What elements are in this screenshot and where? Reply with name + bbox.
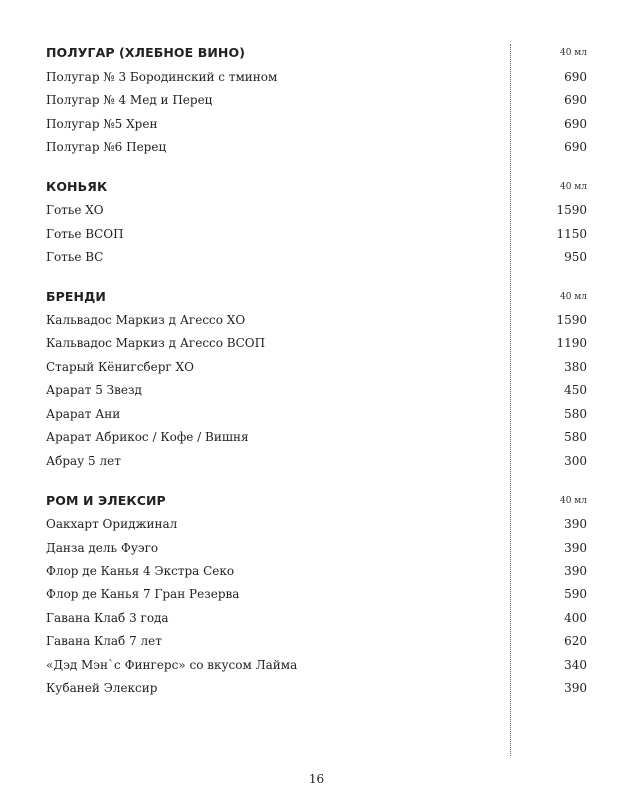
- item-name: Готье ВС: [46, 250, 104, 264]
- menu-item: [46, 90, 587, 110]
- item-name: Готье ХО: [46, 203, 104, 217]
- item-price: 400: [564, 611, 587, 625]
- section-title: ПОЛУГАР (ХЛЕБНОЕ ВИНО): [46, 45, 246, 60]
- item-name: Арарат Абрикос / Кофе / Вишня: [46, 430, 249, 444]
- menu-item: [46, 561, 587, 581]
- item-price: 1150: [556, 227, 587, 241]
- menu-item: [46, 514, 587, 534]
- item-price: 590: [564, 587, 587, 601]
- item-price: 690: [564, 117, 587, 131]
- menu-item: [46, 427, 587, 447]
- item-price: 340: [564, 658, 587, 672]
- item-price: 950: [564, 250, 587, 264]
- menu-item: [46, 451, 587, 471]
- menu-item: [46, 247, 587, 267]
- menu-item: [46, 310, 587, 330]
- item-price: 1590: [556, 313, 587, 327]
- section-heading-polugar: [46, 43, 587, 63]
- item-price: 690: [564, 93, 587, 107]
- menu-item: [46, 655, 587, 675]
- section-title: РОМ И ЭЛЕКСИР: [46, 493, 166, 508]
- item-name: Гавана Клаб 3 года: [46, 611, 169, 625]
- menu-item: [46, 631, 587, 651]
- menu-item: [46, 67, 587, 87]
- item-price: 390: [564, 681, 587, 695]
- section-title: БРЕНДИ: [46, 289, 106, 304]
- item-name: Абрау 5 лет: [46, 454, 121, 468]
- item-price: 390: [564, 517, 587, 531]
- page-number: 16: [308, 772, 325, 786]
- menu-item: [46, 357, 587, 377]
- item-name: Данза дель Фуэго: [46, 541, 159, 555]
- item-name: Кубаней Элексир: [46, 681, 158, 695]
- item-name: Готье ВСОП: [46, 227, 124, 241]
- menu-item: [46, 114, 587, 134]
- item-price: 1590: [556, 203, 587, 217]
- item-price: 390: [564, 541, 587, 555]
- item-price: 580: [564, 430, 587, 444]
- section-volume: 40 мл: [559, 182, 587, 192]
- item-price: 580: [564, 407, 587, 421]
- item-name: Полугар №5 Хрен: [46, 117, 158, 131]
- section-volume: 40 мл: [559, 292, 587, 302]
- item-name: Кальвадос Маркиз д Агессо ВСОП: [46, 336, 266, 350]
- item-name: Кальвадос Маркиз д Агессо ХО: [46, 313, 246, 327]
- menu-item: [46, 608, 587, 628]
- item-name: Флор де Канья 7 Гран Резерва: [46, 587, 240, 601]
- item-price: 450: [564, 383, 587, 397]
- menu-item: [46, 380, 587, 400]
- section-heading-rum: [46, 491, 587, 511]
- item-name: Старый Кёнигсберг ХО: [46, 360, 194, 374]
- item-name: Полугар №6 Перец: [46, 140, 167, 154]
- menu-item: [46, 224, 587, 244]
- item-price: 380: [564, 360, 587, 374]
- item-name: Арарат Ани: [46, 407, 121, 421]
- menu-item: [46, 137, 587, 157]
- item-name: Полугар № 3 Бородинский с тмином: [46, 70, 278, 84]
- item-name: Полугар № 4 Мед и Перец: [46, 93, 213, 107]
- menu-item: [46, 200, 587, 220]
- item-name: Оакхарт Ориджинал: [46, 517, 178, 531]
- menu-item: [46, 584, 587, 604]
- item-price: 690: [564, 70, 587, 84]
- item-price: 390: [564, 564, 587, 578]
- section-volume: 40 мл: [559, 48, 587, 58]
- menu-item: [46, 333, 587, 353]
- section-volume: 40 мл: [559, 496, 587, 506]
- item-name: Арарат 5 Звезд: [46, 383, 142, 397]
- menu-item: [46, 404, 587, 424]
- item-price: 1190: [556, 336, 587, 350]
- item-name: Гавана Клаб 7 лет: [46, 634, 162, 648]
- section-heading-brandy: [46, 287, 587, 307]
- item-price: 620: [564, 634, 587, 648]
- item-price: 690: [564, 140, 587, 154]
- menu-item: [46, 538, 587, 558]
- menu-item: [46, 678, 587, 698]
- section-title: КОНЬЯК: [46, 179, 108, 194]
- section-heading-cognac: [46, 177, 587, 197]
- item-name: Флор де Канья 4 Экстра Секо: [46, 564, 235, 578]
- item-price: 300: [564, 454, 587, 468]
- item-name: «Дэд Мэн`с Фингерс» со вкусом Лайма: [46, 658, 298, 672]
